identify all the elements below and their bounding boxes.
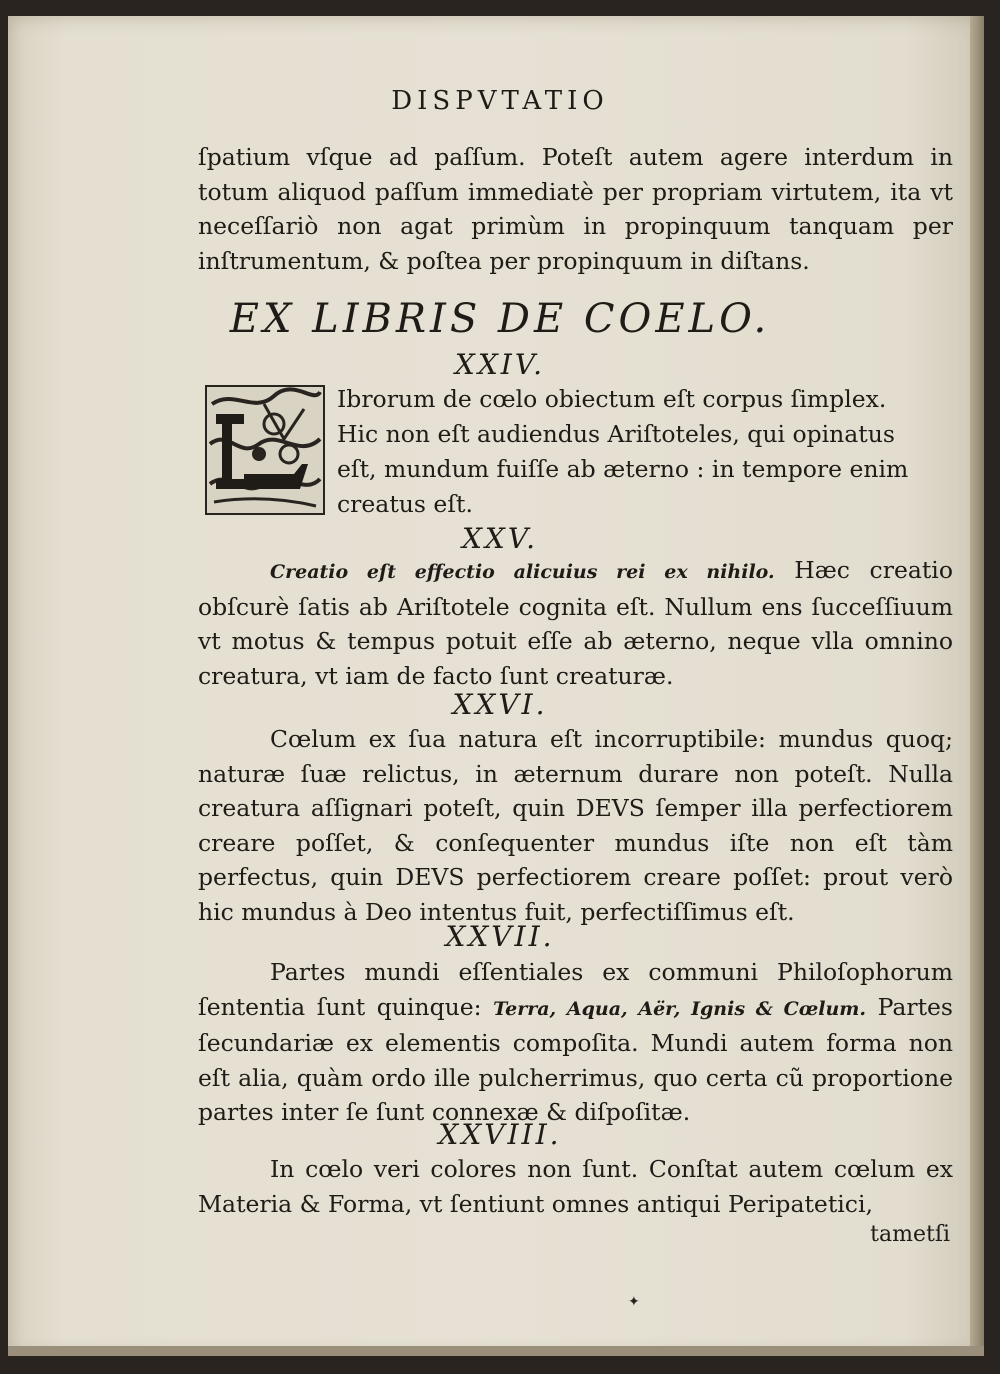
catchword: tametſi [870, 1222, 950, 1247]
elements-italic: Terra, Aqua, Aër, Ignis & Cœlum. [493, 997, 866, 1020]
numeral-27: XXVII. [445, 920, 555, 953]
paragraph-25 [198, 553, 953, 693]
paragraph-28 [198, 1152, 953, 1221]
page-bottom-edge [8, 1346, 984, 1356]
paragraph-text: In cœlo veri colores non ſunt. Conſtat autem cœlum ex Materia & Forma, vt ſentiunt omnes antiqui Peripatetici, [198, 1155, 953, 1218]
paragraph-line: Hic non eſt audiendus Ariſtoteles, qui opinatus [337, 420, 895, 448]
page-edge [970, 16, 984, 1356]
numeral-25: XXV. [461, 522, 539, 555]
paragraph-text: Partes ſecundariæ ex elementis compoſita. Mundi autem forma non eſt alia, quàm ordo ille pulcherrimus, quo certa cũ proportione partes inter ſe ſunt connexæ & diſpoſitæ. [198, 992, 953, 1126]
paragraph-text: ſpatium vſque ad paſſum. Poteſt autem agere interdum in totum aliquod paſſum immediatè per propriam virtutem, ita vt neceſſariò non agat primùm in propinquum tanquam per inſtrumentum, & poſtea per propinquum in diſtans. [198, 143, 953, 275]
paragraph-top [198, 140, 953, 278]
definition-italic: Creatio eſt effectio alicuius rei ex nihilo. [270, 561, 775, 583]
paragraph-text: Partes mundi eſſentiales ex communi Philoſophorum ſententia ſunt quinque: [198, 958, 953, 1021]
paragraph-26 [198, 722, 953, 929]
decorated-initial-icon [204, 384, 326, 516]
numeral-26: XXVI. [452, 688, 548, 721]
running-head: DISPVTATIO [391, 86, 609, 116]
paragraph-text: Hæc creatio obſcurè ſatis ab Ariſtotele cognita eſt. Nullum ens ſucceſſiuum vt motus & tempus potuit eſſe ab æterno, neque vlla omnino creatura, vt iam de facto ſunt creaturæ. [198, 556, 953, 690]
numeral-28: XXVIII. [438, 1118, 562, 1151]
ink-mark-icon: ✦ [628, 1294, 640, 1310]
paragraph-27 [198, 955, 953, 1130]
paragraph-24 [337, 382, 937, 522]
paragraph-text: Cœlum ex ſua natura eſt incorruptibile: mundus quoq; naturæ ſuæ relictus, in æternum durare non poteſt. Nulla creatura aſſignari poteſt, quin DEVS ſemper illa perfectiorem creare poſſet, & conſequenter mundus iſte non eſt tàm perfectus, quin DEVS perfectiorem creare poſſet: prout verò hic mundus à Deo intentus fuit, perfectiſſimus eſt. [198, 725, 953, 926]
paragraph-line: eſt, mundum fuiſſe ab æterno : in tempore enim [337, 455, 909, 483]
numeral-24: XXIV. [454, 348, 546, 381]
section-heading: EX LIBRIS DE COELO. [229, 296, 771, 342]
paragraph-line: creatus eſt. [337, 490, 473, 518]
paragraph-line: Ibrorum de cœlo obiectum eſt corpus ſimplex. [337, 385, 887, 413]
